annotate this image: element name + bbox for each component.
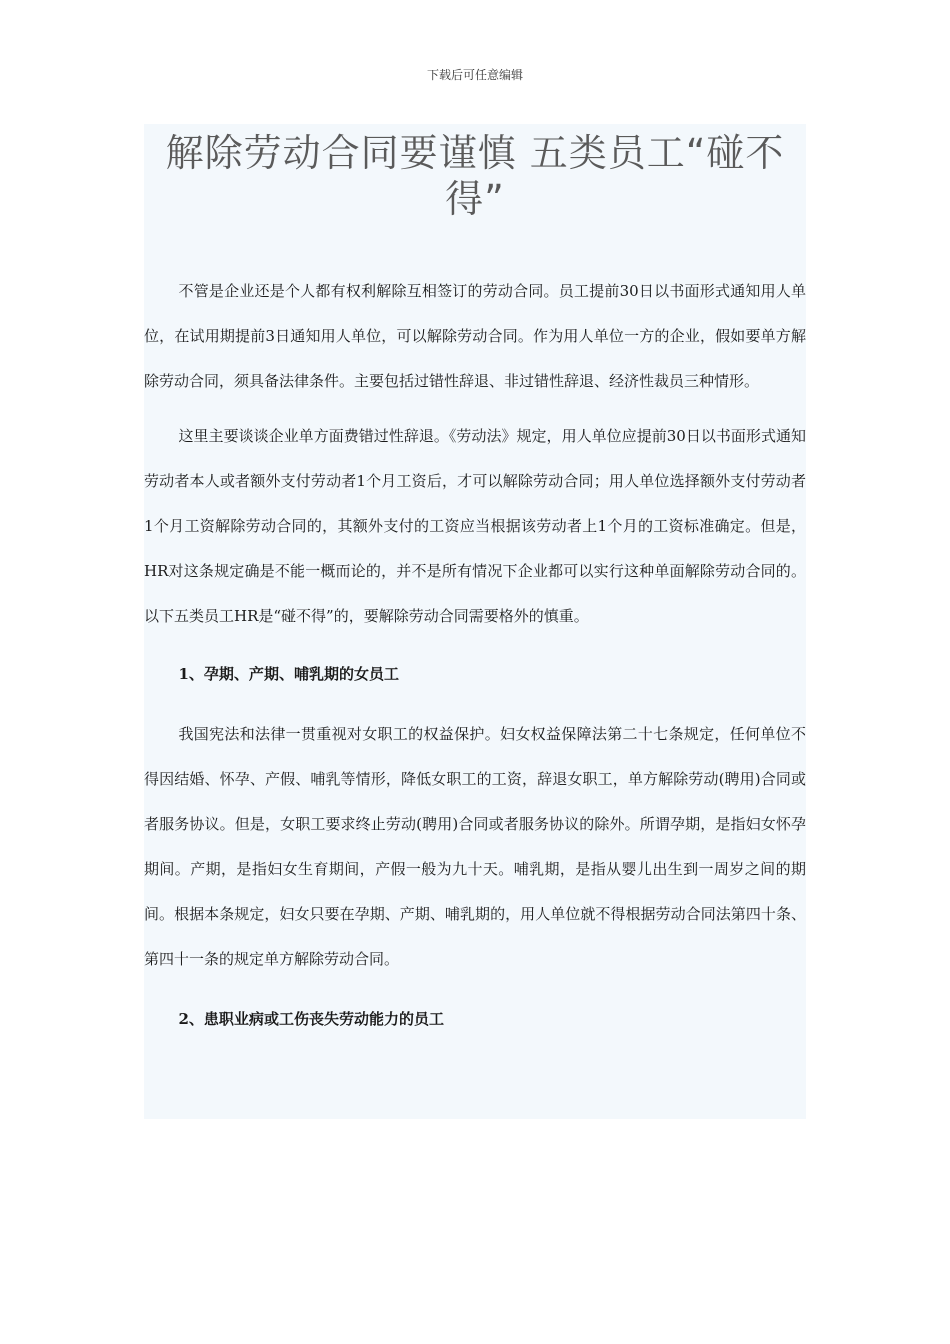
section-heading-female-employees: 1、孕期、产期、哺乳期的女员工 [178, 665, 399, 683]
section-body-female-employees: 我国宪法和法律一贯重视对女职工的权益保护。妇女权益保障法第二十七条规定，任何单位不得因结婚、怀孕、产假、哺乳等情形，降低女职工的工资，辞退女职工，单方解除劳动(聘用)合同或者服务协议。但是，女职工要求终止劳动(聘用)合同或者服务协议的除外。所谓孕期，是指妇女怀孕期间。产期，是指妇女生育期间，产假一般为九十天。哺乳期，是指从婴儿出生到一周岁之间的期间。根据本条规定，妇女只要在孕期、产期、哺乳期的，用人单位就不得根据劳动合同法第四十条、第四十一条的规定单方解除劳动合同。 [144, 725, 806, 968]
paragraph-labor-law: 这里主要谈谈企业单方面费错过性辞退。《劳动法》规定，用人单位应提前30日以书面形式通知劳动者本人或者额外支付劳动者1个月工资后，才可以解除劳动合同；用人单位选择额外支付劳动者1个月工资解除劳动合同的，其额外支付的工资应当根据该劳动者上1个月的工资标准确定。但是，HR对这条规定确是不能一概而论的，并不是所有情况下企业都可以实行这种单面解除劳动合同的。以下五类员工HR是“碰不得”的，要解除劳动合同需要格外的慎重。 [144, 427, 806, 625]
page-header-note: 下载后可任意编辑 [426, 68, 523, 82]
paragraph-intro: 不管是企业还是个人都有权利解除互相签订的劳动合同。员工提前30日以书面形式通知用人单位，在试用期提前3日通知用人单位，可以解除劳动合同。作为用人单位一方的企业，假如要单方解除劳动合同，须具备法律条件。主要包括过错性辞退、非过错性辞退、经济性裁员三种情形。 [144, 282, 806, 390]
section-heading-occupational-disease: 2、患职业病或工伤丧失劳动能力的员工 [178, 1010, 444, 1028]
document-body [144, 124, 806, 1119]
document-title: 解除劳动合同要谨慎 五类员工“碰不得” [165, 131, 785, 221]
